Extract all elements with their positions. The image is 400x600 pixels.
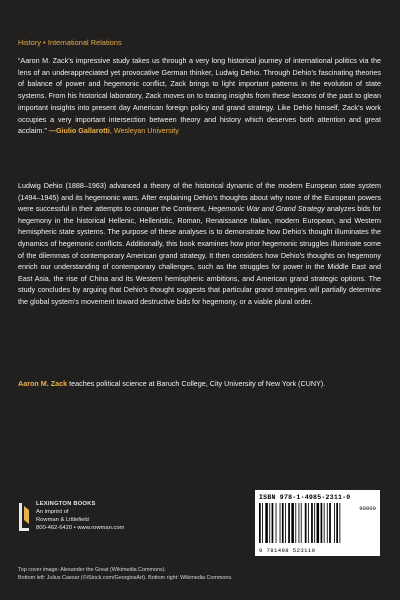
credit-line-1: Top cover image: Alexander the Great (Wikimedia Commons).: [18, 567, 166, 573]
barcode-bars: [259, 503, 347, 543]
publisher-block: [18, 500, 218, 560]
endorsement-author: —Giulio Gallarotti: [48, 126, 110, 136]
publisher-parent: Rowman & Littlefield: [36, 517, 89, 523]
credit-line-2: Bottom left: Julius Caesar (©iStock.com/GeorgiosArt). Bottom right: Wikimedia Commons.: [18, 575, 233, 581]
subject-category: History • International Relations: [18, 38, 122, 47]
description-part-2: analyzes bids for hegemony in the historical Hellenic, Hellenistic, Roman, Renaissance Italian, modern European, and Western hemispheric state systems. The purpose of these analyses is to demonstrate how Dehio’s thought illuminates the dynamics of hegemonic conflicts. Additionally, this book examines how prior hegemonic struggles illuminate some of the dilemmas of contemporary American grand strategy. It then considers how Dehio’s thoughts on hegemony enrich our understanding of contemporary challenges, such as the struggles for power in the Middle East and East Asia, the rise of China and its Western hemispheric ambitions, and American grand strategic options. The study concludes by arguing that Dehio’s thought suggests that particular grand strategies will partially determine the global system’s movement toward destructive bids for hegemony, or a viable plural order.: [18, 204, 382, 306]
book-description: [18, 180, 381, 308]
isbn-barcode: [255, 490, 380, 556]
isbn-number: ISBN 978-1-4985-2311-0: [259, 494, 351, 501]
publisher-contact: 800-462-6420 • www.rowman.com: [36, 525, 125, 531]
endorsement-quote: “Aaron M. Zack’s impressive study takes us through a very long historical journey of international politics via the lens of an underappreciated yet provocative German thinker, Ludwig Dehio. Through Dehio’s fascinating theories of balance of power and hegemonic conflict, Zack brings to light important patterns in the evolution of state systems. From his historical laboratory, Zack moves on to tracing insights from these lessons of the past to glean important insights into present day American foreign policy and grand strategy. Like Dehio himself, Zack’s work occupies a very important intersection between theory and history which deserves both attention and great acclaim.”: [18, 56, 381, 136]
endorsement-affiliation: , Wesleyan University: [109, 126, 179, 136]
barcode-digits: 9 781498 523110: [259, 547, 316, 554]
price-code: 90000: [359, 505, 376, 512]
endorsement-blurb: [18, 55, 381, 137]
description-part-1: Ludwig Dehio (1888–1963) advanced a theory of the historical dynamic of the modern European state system (1494–1945) and its hegemonic wars. After explaining Dehio’s thoughts about why none of the European powers were successful in their attempts to conquer the Continent,: [18, 181, 381, 214]
author-bio: [18, 378, 381, 389]
publisher-imprint-line: An imprint of: [36, 509, 69, 515]
image-credits: [18, 566, 318, 582]
book-title-italic: Hegemonic War and Grand Strategy: [208, 204, 325, 214]
publisher-name: LEXINGTON BOOKS: [36, 501, 96, 507]
author-bio-text: teaches political science at Baruch College, City University of New York (CUNY).: [67, 379, 326, 388]
publisher-logo-icon: [18, 502, 30, 532]
author-name: Aaron M. Zack: [18, 379, 68, 388]
